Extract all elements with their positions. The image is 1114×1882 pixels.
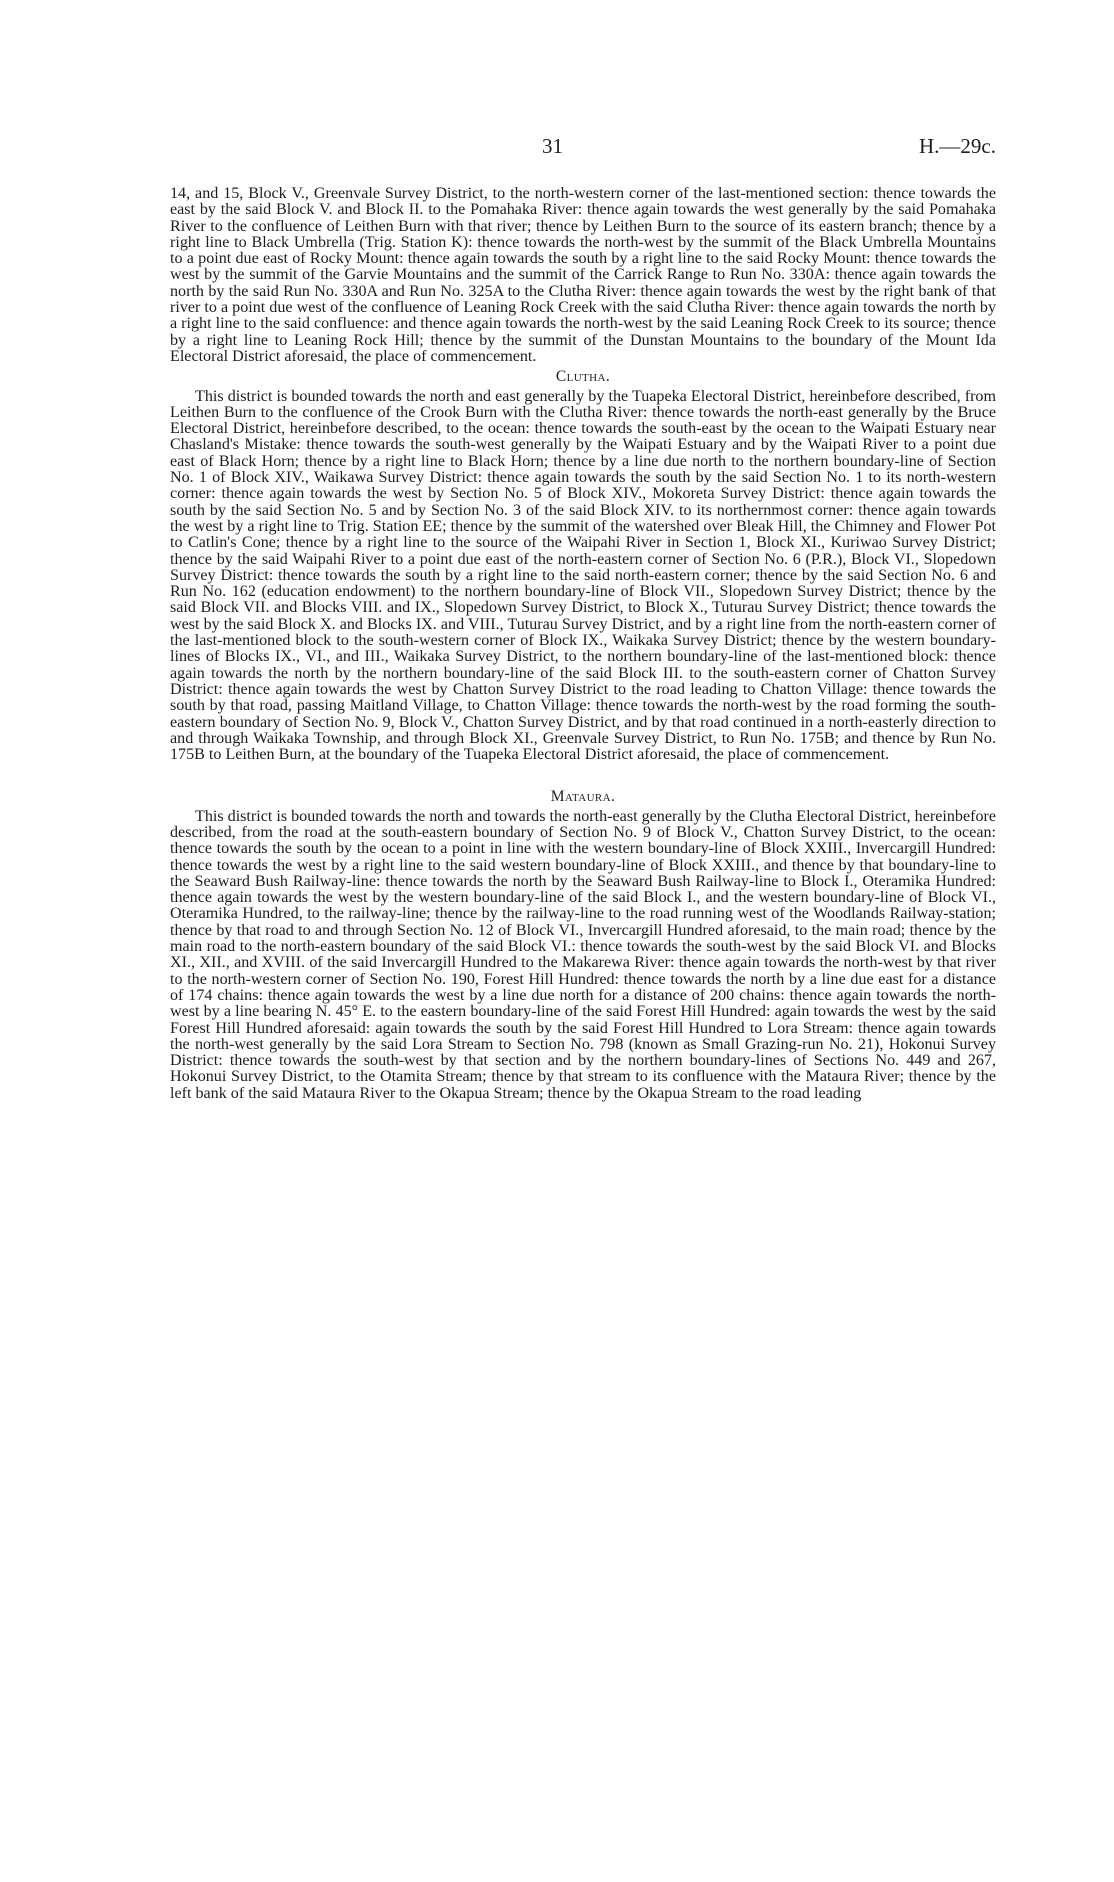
- continuation-paragraph: 14, and 15, Block V., Greenvale Survey District, to the north-western corner of the last-mentioned section: thence towards the east by the said Block V. and Block II. to the Pomahaka River: thence again towards the west generally by the said Pomahaka River to the confluence of Leithen Burn with that river; thence by Leithen Burn to the source of its eastern branch; thence by a right line to Black Umbrella (Trig. Station K): thence towards the north-west by the summit of the Black Umbrella Mountains to a point due east of Rocky Mount: thence again towards the south by a right line to the said Rocky Mount: thence towards the west by the summit of the Garvie Mountains and the summit of the Carrick Range to Run No. 330A: thence again towards the north by the said Run No. 330A and Run No. 325A to the Clutha River: thence again towards the west by the right bank of that river to a point due west of the confluence of Leaning Rock Creek with the said Clutha River: thence again towards the north by a right line to the said confluence: and thence again towards the north-west by the said Leaning Rock Creek to its source; thence by a right line to Leaning Rock Hill; thence by the summit of the Dunstan Mountains to the boundary of the Mount Ida Electoral District aforesaid, the place of commencement.: [170, 185, 996, 365]
- mataura-heading: Mataura.: [550, 788, 616, 806]
- clutha-heading: Clutha.: [555, 368, 611, 386]
- clutha-paragraph: This district is bounded towards the north and east generally by the Tuapeka Electoral District, hereinbefore described, from Leithen Burn to the confluence of the Crook Burn with the Clutha River: thence towards the north-east generally by the Bruce Electoral District, hereinbefore described, to the ocean: thence towards the south-east by the ocean to the Waipati Estuary near Chasland's Mistake: thence towards the south-west generally by the Waipati Estuary and by the Waipati River to a point due east of Black Horn; thence by a right line to Black Horn; thence by a line due north to the northern boundary-line of Section No. 1 of Block XIV., Waikawa Survey District: thence again towards the south by the said Section No. 1 to its north-western corner: thence again towards the west by Section No. 5 of Block XIV., Mokoreta Survey District: thence again towards the south by the said Section No. 5 and by Section No. 3 of the said Block XIV. to its northernmost corner: thence again towards the west by a right line to Trig. Station EE; thence by the summit of the watershed over Bleak Hill, the Chimney and Flower Pot to Catlin's Cone; thence by a right line to the source of the Waipahi River in Section 1, Block XI., Kuriwao Survey District; thence by the said Waipahi River to a point due east of the north-eastern corner of Section No. 6 (P.R.), Block VI., Slopedown Survey District: thence towards the south by a right line to the said north-eastern corner; thence by the said Section No. 6 and Run No. 162 (education endowment) to the northern boundary-line of Block VII., Slopedown Survey District; thence by the said Block VII. and Blocks VIII. and IX., Slopedown Survey District, to Block X., Tuturau Survey District; thence towards the west by the said Block X. and Blocks IX. and VIII., Tuturau Survey District, and by a right line from the north-eastern corner of the last-mentioned block to the south-western corner of Block IX., Waikaka Survey District; thence by the western boundary-lines of Blocks IX., VI., and III., Waikaka Survey District, to the northern boundary-line of the last-mentioned block: thence again towards the north by the northern boundary-line of the said Block III. to the south-eastern corner of Chatton Survey District: thence again towards the west by Chatton Survey District to the road leading to Chatton Village: thence towards the south by that road, passing Maitland Village, to Chatton Village: thence towards the north-west by the road forming the south-eastern boundary of Section No. 9, Block V., Chatton Survey District, and by that road continued in a north-easterly direction to and through Waikaka Township, and through Block XI., Greenvale Survey District, to Run No. 175B; and thence by Run No. 175B to Leithen Burn, at the boundary of the Tuapeka Electoral District aforesaid, the place of commencement.: [170, 387, 996, 764]
- page-header: [0, 134, 1114, 164]
- document-reference: H.—29c.: [919, 134, 996, 158]
- body-text: [170, 186, 996, 1102]
- mataura-paragraph: This district is bounded towards the north and towards the north-east generally by the Clutha Electoral District, hereinbefore described, from the road at the south-eastern boundary of Section No. 9 of Block V., Chatton Survey District, to the ocean: thence towards the south by the ocean to a point in line with the western boundary-line of Block XXIII., Invercargill Hundred: thence towards the west by a right line to the said western boundary-line of Block XXIII., and thence by that boundary-line to the Seaward Bush Railway-line: thence towards the north by the Seaward Bush Railway-line to Block I., Oteramika Hundred: thence again towards the west by the western boundary-line of the said Block I., and the western boundary-line of Block VI., Oteramika Hundred, to the railway-line; thence by the railway-line to the road running west of the Woodlands Railway-station; thence by that road to and through Section No. 12 of Block VI., Invercargill Hundred aforesaid, to the main road; thence by the main road to the north-eastern boundary of the said Block VI.: thence towards the south-west by the said Block VI. and Blocks XI., XII., and XVIII. of the said Invercargill Hundred to the Makarewa River: thence again towards the north-west by that river to the north-western corner of Section No. 190, Forest Hill Hundred: thence towards the north by a line due east for a distance of 174 chains: thence again towards the west by a line due north for a distance of 200 chains: thence again towards the north-west by a line bearing N. 45° E. to the eastern boundary-line of the said Forest Hill Hundred: again towards the west by the said Forest Hill Hundred aforesaid: again towards the south by the said Forest Hill Hundred to Lora Stream: thence again towards the north-west generally by the said Lora Stream to Section No. 798 (known as Small Grazing-run No. 21), Hokonui Survey District: thence towards the south-west by that section and by the northern boundary-lines of Sections No. 449 and 267, Hokonui Survey District, to the Otamita Stream; thence by that stream to its confluence with the Mataura River; thence by the left bank of the said Mataura River to the Okapua Stream; thence by the Okapua Stream to the road leading: [170, 807, 996, 1102]
- page-number: 31: [542, 134, 563, 158]
